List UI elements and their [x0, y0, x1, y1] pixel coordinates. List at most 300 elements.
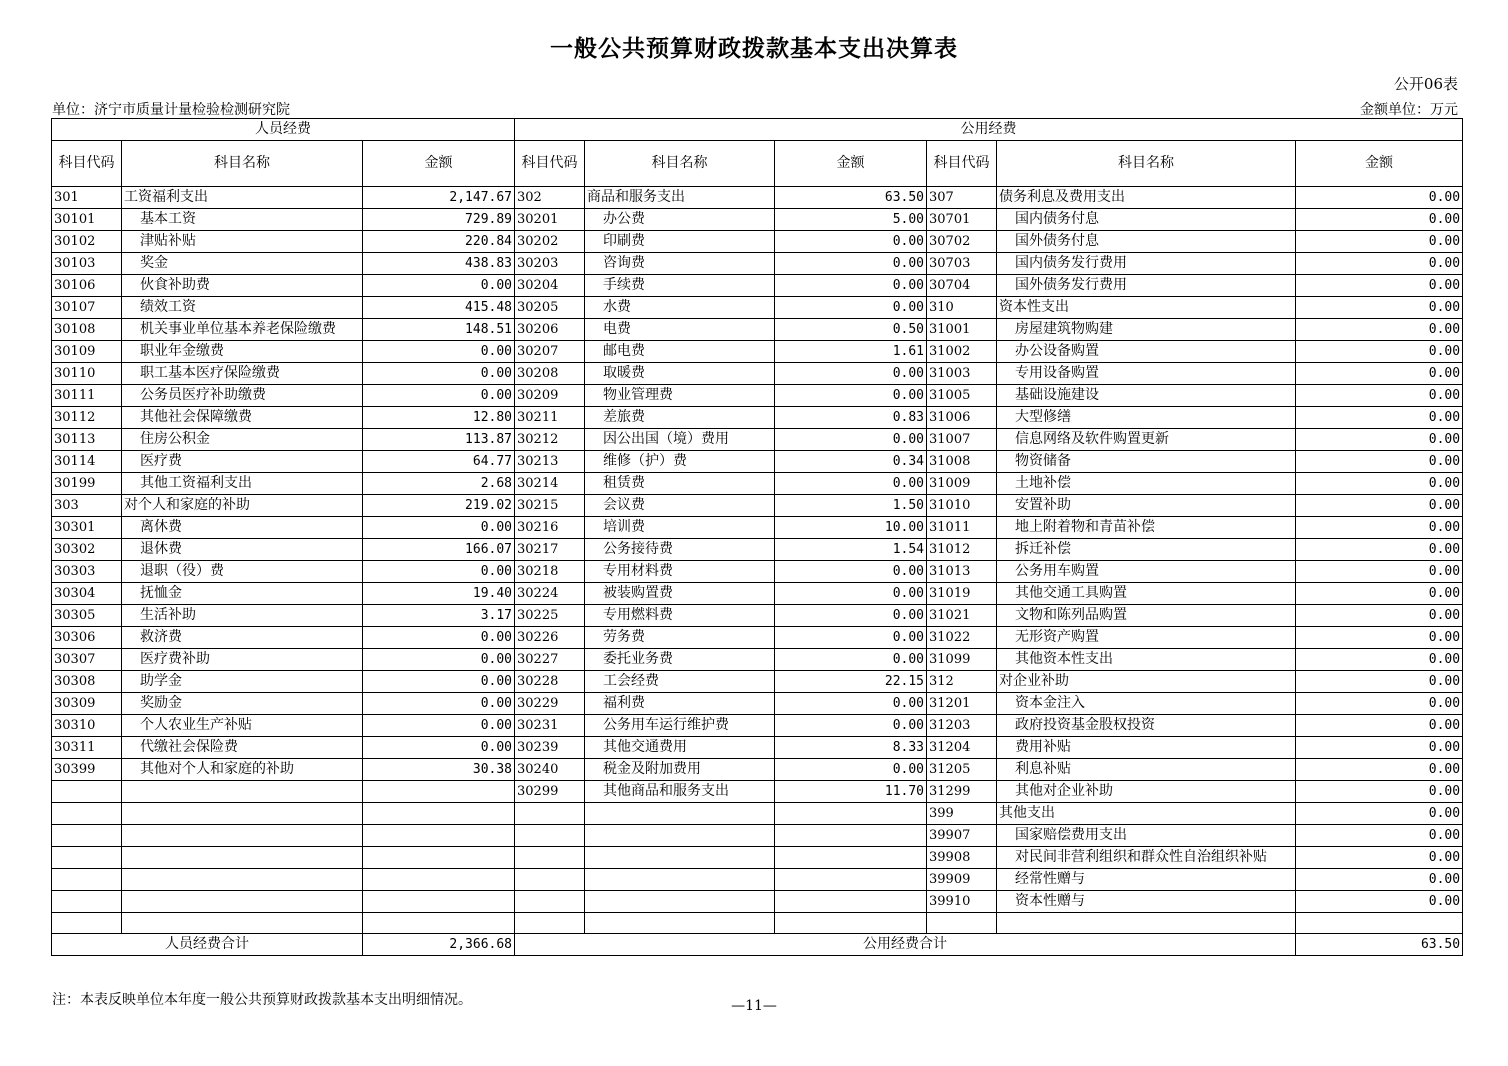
personnel-name-cell: 医疗费	[122, 451, 363, 473]
public-code-cell: 30203	[515, 253, 585, 275]
public-code-cell: 30217	[515, 539, 585, 561]
public-code-cell: 30206	[515, 319, 585, 341]
personnel-name-cell: 奖金	[122, 253, 363, 275]
personnel-amount-cell: 0.00	[363, 517, 515, 539]
table-row	[52, 803, 1463, 825]
public-code-cell-2: 312	[927, 671, 997, 693]
personnel-name-cell: 伙食补助费	[122, 275, 363, 297]
table-row	[52, 495, 1463, 517]
public-code-cell-2: 31010	[927, 495, 997, 517]
public-name-cell-2: 资本性支出	[997, 297, 1296, 319]
personnel-code-cell: 30108	[52, 319, 122, 341]
public-amount-cell: 0.00	[775, 385, 927, 407]
public-code-cell-2: 31204	[927, 737, 997, 759]
public-amount-cell-2: 0.00	[1296, 253, 1463, 275]
public-amount-cell: 0.00	[775, 561, 927, 583]
public-name-cell: 物业管理费	[585, 385, 775, 407]
personnel-amount-cell: 30.38	[363, 759, 515, 781]
public-name-cell-2: 信息网络及软件购置更新	[997, 429, 1296, 451]
personnel-name-cell: 职业年金缴费	[122, 341, 363, 363]
public-code-cell-2: 307	[927, 187, 997, 209]
public-code-cell: 30201	[515, 209, 585, 231]
public-name-cell: 劳务费	[585, 627, 775, 649]
table-row	[52, 275, 1463, 297]
personnel-code-cell: 30304	[52, 583, 122, 605]
public-amount-cell-2: 0.00	[1296, 341, 1463, 363]
personnel-amount-cell: 0.00	[363, 385, 515, 407]
personnel-amount-cell	[363, 891, 515, 913]
public-name-cell-2: 拆迁补偿	[997, 539, 1296, 561]
public-code-cell: 30227	[515, 649, 585, 671]
public-amount-cell-2: 0.00	[1296, 209, 1463, 231]
public-amount-cell-2: 0.00	[1296, 825, 1463, 847]
public-code-cell-2: 31299	[927, 781, 997, 803]
public-name-cell	[585, 913, 775, 934]
public-code-cell-2: 31005	[927, 385, 997, 407]
public-amount-cell-2: 0.00	[1296, 561, 1463, 583]
personnel-name-cell	[122, 847, 363, 869]
personnel-amount-cell: 113.87	[363, 429, 515, 451]
personnel-code-cell	[52, 869, 122, 891]
public-code-cell: 30229	[515, 693, 585, 715]
public-amount-cell: 10.00	[775, 517, 927, 539]
table-row	[52, 693, 1463, 715]
table-row	[52, 407, 1463, 429]
public-amount-cell-2: 0.00	[1296, 473, 1463, 495]
public-code-cell-2: 31019	[927, 583, 997, 605]
public-code-cell: 30216	[515, 517, 585, 539]
public-amount-cell-2: 0.00	[1296, 649, 1463, 671]
public-amount-cell	[775, 913, 927, 934]
public-code-cell: 30215	[515, 495, 585, 517]
table-row	[52, 539, 1463, 561]
unit-label: 单位：济宁市质量计量检验检测研究院	[52, 102, 290, 118]
table-row	[52, 319, 1463, 341]
personnel-code-cell: 30399	[52, 759, 122, 781]
public-name-cell-2: 大型修缮	[997, 407, 1296, 429]
public-name-cell: 办公费	[585, 209, 775, 231]
public-name-cell-2: 基础设施建设	[997, 385, 1296, 407]
public-name-cell: 其他交通费用	[585, 737, 775, 759]
public-code-cell: 30212	[515, 429, 585, 451]
public-amount-cell: 0.00	[775, 429, 927, 451]
personnel-name-cell: 绩效工资	[122, 297, 363, 319]
personnel-amount-cell: 12.80	[363, 407, 515, 429]
personnel-amount-cell	[363, 913, 515, 934]
personnel-name-cell: 机关事业单位基本养老保险缴费	[122, 319, 363, 341]
personnel-code-cell	[52, 913, 122, 934]
table-row	[52, 781, 1463, 803]
money-unit-label: 金额单位：万元	[1360, 102, 1458, 118]
public-code-cell-2: 310	[927, 297, 997, 319]
public-code-cell-2: 31201	[927, 693, 997, 715]
public-code-cell: 30228	[515, 671, 585, 693]
public-amount-cell-2: 0.00	[1296, 407, 1463, 429]
public-name-cell: 专用燃料费	[585, 605, 775, 627]
public-amount-cell-2: 0.00	[1296, 869, 1463, 891]
public-code-cell: 30299	[515, 781, 585, 803]
personnel-code-cell: 30114	[52, 451, 122, 473]
public-name-cell-2: 无形资产购置	[997, 627, 1296, 649]
header-amount: 金额	[775, 141, 927, 187]
public-name-cell-2: 资本性赠与	[997, 891, 1296, 913]
personnel-name-cell: 住房公积金	[122, 429, 363, 451]
public-code-cell: 30224	[515, 583, 585, 605]
public-name-cell-2: 经常性赠与	[997, 869, 1296, 891]
public-name-cell	[585, 869, 775, 891]
personnel-code-cell: 30307	[52, 649, 122, 671]
public-code-cell: 30218	[515, 561, 585, 583]
personnel-name-cell	[122, 825, 363, 847]
personnel-code-cell: 30311	[52, 737, 122, 759]
personnel-amount-cell	[363, 847, 515, 869]
public-code-cell-2: 31003	[927, 363, 997, 385]
personnel-amount-cell: 219.02	[363, 495, 515, 517]
table-row	[52, 671, 1463, 693]
public-name-cell-2	[997, 913, 1296, 934]
public-amount-cell-2: 0.00	[1296, 759, 1463, 781]
group-header-row	[52, 119, 1463, 141]
public-amount-cell-2: 0.00	[1296, 231, 1463, 253]
personnel-name-cell	[122, 913, 363, 934]
public-amount-cell: 0.00	[775, 605, 927, 627]
table-row	[52, 715, 1463, 737]
public-name-cell-2: 国家赔偿费用支出	[997, 825, 1296, 847]
table-row	[52, 209, 1463, 231]
public-amount-cell	[775, 825, 927, 847]
personnel-name-cell: 其他社会保障缴费	[122, 407, 363, 429]
personnel-code-cell	[52, 825, 122, 847]
public-code-cell: 30239	[515, 737, 585, 759]
public-code-cell-2: 31007	[927, 429, 997, 451]
public-name-cell: 租赁费	[585, 473, 775, 495]
public-amount-cell: 1.61	[775, 341, 927, 363]
public-amount-cell: 0.50	[775, 319, 927, 341]
public-amount-cell: 0.00	[775, 275, 927, 297]
public-amount-cell: 5.00	[775, 209, 927, 231]
table-row	[52, 297, 1463, 319]
public-amount-cell: 0.83	[775, 407, 927, 429]
public-name-cell-2: 政府投资基金股权投资	[997, 715, 1296, 737]
public-name-cell-2: 物资储备	[997, 451, 1296, 473]
public-amount-cell	[775, 891, 927, 913]
public-name-cell: 咨询费	[585, 253, 775, 275]
personnel-amount-cell: 0.00	[363, 737, 515, 759]
public-code-cell	[515, 803, 585, 825]
personnel-name-cell: 个人农业生产补贴	[122, 715, 363, 737]
personnel-name-cell: 奖励金	[122, 693, 363, 715]
public-code-cell-2: 30701	[927, 209, 997, 231]
personnel-amount-cell: 220.84	[363, 231, 515, 253]
public-name-cell-2: 其他支出	[997, 803, 1296, 825]
table-row	[52, 451, 1463, 473]
public-amount-cell-2: 0.00	[1296, 187, 1463, 209]
personnel-name-cell: 退休费	[122, 539, 363, 561]
header-code: 科目代码	[927, 141, 997, 187]
public-amount-cell-2: 0.00	[1296, 605, 1463, 627]
personnel-code-cell: 30101	[52, 209, 122, 231]
header-amount: 金额	[1296, 141, 1463, 187]
public-amount-cell-2: 0.00	[1296, 847, 1463, 869]
personnel-amount-cell	[363, 781, 515, 803]
public-code-cell: 30209	[515, 385, 585, 407]
expenditure-table	[51, 118, 1463, 956]
public-amount-cell-2: 0.00	[1296, 517, 1463, 539]
personnel-name-cell	[122, 781, 363, 803]
personnel-code-cell: 30309	[52, 693, 122, 715]
personnel-amount-cell: 729.89	[363, 209, 515, 231]
personnel-amount-cell: 19.40	[363, 583, 515, 605]
table-row	[52, 187, 1463, 209]
public-code-cell	[515, 891, 585, 913]
personnel-name-cell: 工资福利支出	[122, 187, 363, 209]
personnel-code-cell: 301	[52, 187, 122, 209]
table-row	[52, 385, 1463, 407]
public-name-cell: 公务用车运行维护费	[585, 715, 775, 737]
public-code-cell: 302	[515, 187, 585, 209]
personnel-amount-cell: 0.00	[363, 671, 515, 693]
public-code-cell-2: 39910	[927, 891, 997, 913]
public-name-cell-2: 房屋建筑物购建	[997, 319, 1296, 341]
public-amount-cell-2: 0.00	[1296, 803, 1463, 825]
public-name-cell-2: 地上附着物和青苗补偿	[997, 517, 1296, 539]
public-code-cell	[515, 847, 585, 869]
public-code-cell: 30202	[515, 231, 585, 253]
personnel-code-cell: 30109	[52, 341, 122, 363]
public-amount-cell-2: 0.00	[1296, 671, 1463, 693]
header-name: 科目名称	[122, 141, 363, 187]
column-header-row	[52, 141, 1463, 187]
table-row	[52, 913, 1463, 934]
public-name-cell-2: 其他资本性支出	[997, 649, 1296, 671]
public-name-cell: 专用材料费	[585, 561, 775, 583]
personnel-code-cell: 30306	[52, 627, 122, 649]
personnel-code-cell: 30107	[52, 297, 122, 319]
personnel-name-cell: 抚恤金	[122, 583, 363, 605]
table-row	[52, 473, 1463, 495]
public-name-cell	[585, 891, 775, 913]
personnel-name-cell	[122, 891, 363, 913]
public-amount-cell: 8.33	[775, 737, 927, 759]
table-row	[52, 517, 1463, 539]
table-code: 公开06表	[1393, 75, 1458, 93]
public-name-cell-2: 安置补助	[997, 495, 1296, 517]
public-name-cell-2: 公务用车购置	[997, 561, 1296, 583]
personnel-name-cell: 离休费	[122, 517, 363, 539]
table-row	[52, 583, 1463, 605]
public-name-cell: 取暖费	[585, 363, 775, 385]
personnel-code-cell	[52, 781, 122, 803]
public-code-cell-2: 31021	[927, 605, 997, 627]
public-name-cell: 因公出国（境）费用	[585, 429, 775, 451]
personnel-amount-cell: 0.00	[363, 693, 515, 715]
public-amount-cell-2: 0.00	[1296, 781, 1463, 803]
personnel-code-cell: 30112	[52, 407, 122, 429]
personnel-code-cell: 30103	[52, 253, 122, 275]
public-total-value: 63.50	[1296, 934, 1463, 956]
personnel-amount-cell: 0.00	[363, 627, 515, 649]
public-code-cell-2: 39909	[927, 869, 997, 891]
header-code: 科目代码	[515, 141, 585, 187]
public-code-cell-2: 31099	[927, 649, 997, 671]
personnel-name-cell: 对个人和家庭的补助	[122, 495, 363, 517]
personnel-code-cell	[52, 847, 122, 869]
public-code-cell-2: 31001	[927, 319, 997, 341]
public-amount-cell-2: 0.00	[1296, 539, 1463, 561]
public-code-cell: 30214	[515, 473, 585, 495]
public-code-cell-2: 31011	[927, 517, 997, 539]
personnel-name-cell: 生活补助	[122, 605, 363, 627]
personnel-amount-cell	[363, 825, 515, 847]
public-code-cell: 30226	[515, 627, 585, 649]
public-amount-cell-2: 0.00	[1296, 363, 1463, 385]
personnel-amount-cell: 415.48	[363, 297, 515, 319]
table-row	[52, 605, 1463, 627]
table-row	[52, 231, 1463, 253]
public-name-cell: 手续费	[585, 275, 775, 297]
public-amount-cell	[775, 869, 927, 891]
public-name-cell	[585, 825, 775, 847]
public-name-cell-2: 其他对企业补助	[997, 781, 1296, 803]
personnel-amount-cell: 2,147.67	[363, 187, 515, 209]
public-name-cell-2: 对民间非营利组织和群众性自治组织补贴	[997, 847, 1296, 869]
public-name-cell-2: 国外债务付息	[997, 231, 1296, 253]
public-name-cell: 电费	[585, 319, 775, 341]
personnel-name-cell: 救济费	[122, 627, 363, 649]
public-code-cell: 30204	[515, 275, 585, 297]
personnel-amount-cell: 0.00	[363, 561, 515, 583]
personnel-code-cell: 30106	[52, 275, 122, 297]
public-amount-cell: 0.00	[775, 693, 927, 715]
public-name-cell: 维修（护）费	[585, 451, 775, 473]
personnel-amount-cell: 166.07	[363, 539, 515, 561]
public-amount-cell: 22.15	[775, 671, 927, 693]
public-name-cell-2: 文物和陈列品购置	[997, 605, 1296, 627]
personnel-name-cell	[122, 803, 363, 825]
page-title: 一般公共预算财政拨款基本支出决算表	[550, 36, 958, 62]
header-code: 科目代码	[52, 141, 122, 187]
public-amount-cell-2: 0.00	[1296, 385, 1463, 407]
public-code-cell-2: 31205	[927, 759, 997, 781]
header-name: 科目名称	[997, 141, 1296, 187]
public-name-cell: 印刷费	[585, 231, 775, 253]
personnel-code-cell: 30110	[52, 363, 122, 385]
public-name-cell-2: 费用补贴	[997, 737, 1296, 759]
public-name-cell: 福利费	[585, 693, 775, 715]
public-amount-cell: 0.00	[775, 473, 927, 495]
public-amount-cell-2	[1296, 913, 1463, 934]
public-amount-cell-2: 0.00	[1296, 429, 1463, 451]
public-amount-cell: 0.00	[775, 649, 927, 671]
public-amount-cell: 0.00	[775, 297, 927, 319]
public-amount-cell-2: 0.00	[1296, 627, 1463, 649]
personnel-name-cell: 公务员医疗补助缴费	[122, 385, 363, 407]
public-code-cell-2: 30704	[927, 275, 997, 297]
public-amount-cell-2: 0.00	[1296, 891, 1463, 913]
table-row	[52, 891, 1463, 913]
public-name-cell-2: 国内债务付息	[997, 209, 1296, 231]
public-name-cell-2: 国外债务发行费用	[997, 275, 1296, 297]
public-total-label: 公用经费合计	[515, 934, 1296, 956]
public-name-cell-2: 办公设备购置	[997, 341, 1296, 363]
personnel-amount-cell: 0.00	[363, 341, 515, 363]
public-name-cell-2: 专用设备购置	[997, 363, 1296, 385]
table-row	[52, 759, 1463, 781]
public-amount-cell-2: 0.00	[1296, 693, 1463, 715]
public-name-cell: 公务接待费	[585, 539, 775, 561]
table-row	[52, 429, 1463, 451]
personnel-code-cell: 30301	[52, 517, 122, 539]
personnel-code-cell: 30111	[52, 385, 122, 407]
public-name-cell-2: 其他交通工具购置	[997, 583, 1296, 605]
public-code-cell: 30225	[515, 605, 585, 627]
personnel-name-cell: 代缴社会保险费	[122, 737, 363, 759]
public-code-cell-2: 30702	[927, 231, 997, 253]
public-code-cell: 30211	[515, 407, 585, 429]
personnel-name-cell: 基本工资	[122, 209, 363, 231]
personnel-name-cell: 职工基本医疗保险缴费	[122, 363, 363, 385]
public-code-cell-2: 30703	[927, 253, 997, 275]
public-amount-cell	[775, 847, 927, 869]
public-code-cell: 30231	[515, 715, 585, 737]
public-code-cell: 30208	[515, 363, 585, 385]
public-name-cell-2: 利息补贴	[997, 759, 1296, 781]
personnel-amount-cell: 3.17	[363, 605, 515, 627]
public-amount-cell-2: 0.00	[1296, 737, 1463, 759]
totals-row	[52, 934, 1463, 956]
personnel-amount-cell: 0.00	[363, 275, 515, 297]
public-amount-cell: 11.70	[775, 781, 927, 803]
public-amount-cell: 0.00	[775, 583, 927, 605]
public-name-cell-2: 国内债务发行费用	[997, 253, 1296, 275]
public-name-cell-2: 对企业补助	[997, 671, 1296, 693]
public-amount-cell-2: 0.00	[1296, 583, 1463, 605]
public-amount-cell: 0.00	[775, 363, 927, 385]
public-amount-cell-2: 0.00	[1296, 495, 1463, 517]
personnel-code-cell: 30305	[52, 605, 122, 627]
public-code-cell: 30207	[515, 341, 585, 363]
personnel-code-cell: 30310	[52, 715, 122, 737]
public-amount-cell: 0.34	[775, 451, 927, 473]
public-group-header: 公用经费	[515, 119, 1463, 141]
personnel-amount-cell: 64.77	[363, 451, 515, 473]
footnote: 注：本表反映单位本年度一般公共预算财政拨款基本支出明细情况。	[52, 992, 472, 1008]
public-amount-cell-2: 0.00	[1296, 297, 1463, 319]
public-name-cell-2: 资本金注入	[997, 693, 1296, 715]
table-row	[52, 847, 1463, 869]
public-code-cell-2: 31002	[927, 341, 997, 363]
personnel-code-cell	[52, 803, 122, 825]
public-amount-cell: 0.00	[775, 759, 927, 781]
personnel-group-header: 人员经费	[52, 119, 515, 141]
public-code-cell-2	[927, 913, 997, 934]
personnel-total-value: 2,366.68	[363, 934, 515, 956]
public-amount-cell: 63.50	[775, 187, 927, 209]
public-code-cell	[515, 913, 585, 934]
public-name-cell: 邮电费	[585, 341, 775, 363]
personnel-name-cell: 医疗费补助	[122, 649, 363, 671]
public-code-cell: 30205	[515, 297, 585, 319]
public-name-cell	[585, 803, 775, 825]
public-amount-cell: 1.50	[775, 495, 927, 517]
personnel-amount-cell	[363, 869, 515, 891]
personnel-amount-cell: 0.00	[363, 649, 515, 671]
personnel-name-cell	[122, 869, 363, 891]
personnel-code-cell: 30302	[52, 539, 122, 561]
public-code-cell-2: 31013	[927, 561, 997, 583]
table-row	[52, 869, 1463, 891]
public-name-cell: 水费	[585, 297, 775, 319]
